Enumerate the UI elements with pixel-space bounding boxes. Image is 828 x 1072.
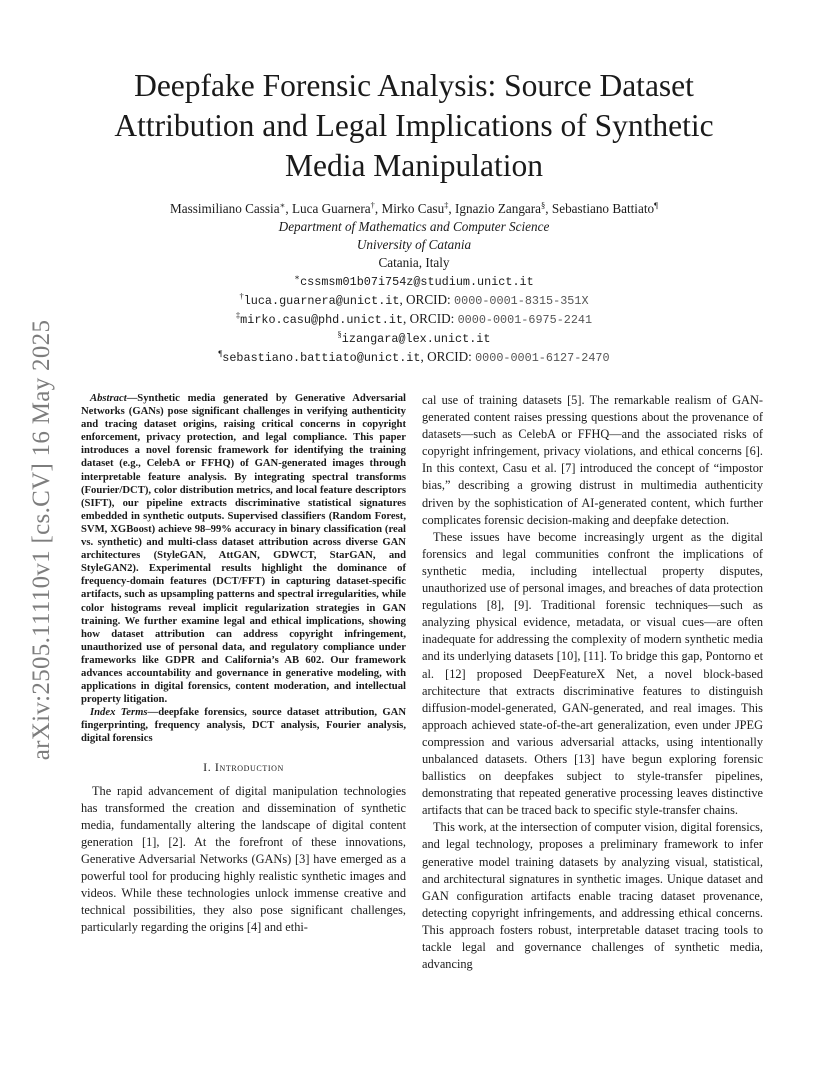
orcid-link[interactable]: 0000-0001-8315-351X [454,294,589,308]
orcid-link[interactable]: 0000-0001-6127-2470 [475,351,610,365]
affiliation-mark: ∗ [294,272,301,282]
affiliation-mark: § [337,329,342,339]
orcid-label: , ORCID: [399,292,455,307]
email-link[interactable]: izangara@lex.unict.it [341,332,491,346]
arxiv-identifier: arXiv:2505.11110v1 [cs.CV] 16 May 2025 [28,319,55,761]
title-line: Deepfake Forensic Analysis: Source Dataset [134,68,694,103]
intro-paragraph: This work, at the intersection of computer vision, digital forensics, and legal technology, proposes a preliminary framework to infer generative model training datasets by analyzing visual, statistical, and architectural signatures in synthetic images. Unique dataset and GAN configuration artifacts enable tracing dataset provenance, detecting copyright infringements, and addressing ethical concerns. This approach fosters robust, interpretable dataset tracing tools to tackle legal and governance challenges of synthetic media, advancing [422,820,763,972]
index-terms [81,706,406,745]
arxiv-sidebar [22,250,62,830]
author-names: Massimiliano Cassia∗, Luca Guarnera†, Mirko Casu‡, Ignazio Zangara§, Sebastiano Battiato¶ [170,200,658,216]
affiliation-mark: ¶ [218,348,223,358]
email-link[interactable]: luca.guarnera@unict.it [243,294,400,308]
location: Catania, Italy [378,255,450,270]
intro-paragraph: The rapid advancement of digital manipulation technologies has transformed the creation and dissemination of synthetic media, fundamentally altering the landscape of digital content generation [1], [2]. At the forefront of these innovations, Generative Adversarial Networks (GANs) [3] have emerged as a powerful tool for producing highly realistic synthetic images and videos. While these technologies unlock immense creative and technical possibilities, they also pose significant challenges, particularly regarding the origins [4] and ethi- [81,783,406,935]
orcid-label: , ORCID: [402,311,458,326]
paper-title [80,66,748,186]
email-line [60,329,768,348]
index-terms-text: —deepfake forensics, source dataset attribution, GAN fingerprinting, frequency analysis, DCT analysis, Fourier analysis, digital forensics [81,707,407,745]
email-line [60,310,768,329]
abstract-text: —Synthetic media generated by Generative Adversarial Networks (GANs) pose significant challenges in verifying authenticity and tracing dataset origins, raising critical concerns in copyright enforcement, privacy protection, and legal compliance. This paper introduces a novel forensic framework for identifying the training dataset (e.g., CelebA or FFHQ) of GAN-generated images through interpretable feature analysis. By integrating spectral transforms (Fourier/DCT), color distribution metrics, and local feature descriptors (SIFT), our pipeline extracts discriminative statistical signatures embedded in synthetic outputs. Supervised classifiers (Random Forest, SVM, XGBoost) achieve 98–99% accuracy in binary classification (real vs. synthetic) and multi-class dataset attribution across diverse GAN architectures (StyleGAN, AttGAN, GDWCT, StarGAN, and StyleGAN2). Experimental results highlight the dominance of frequency-domain features (DCT/FFT) in capturing dataset-specific artifacts, such as upsampling patterns and spectral irregularities, while color histograms reveal implicit regularization strategies in GAN training. We further examine legal and ethical implications, showing how dataset attribution can address copyright infringement, unauthorized use of personal data, and regulatory compliance under frameworks like GDPR and California’s AB 602. Our framework advances accountability and governance in generative modeling, with applications in digital forensics, content moderation, and intellectual property litigation. [81,393,406,706]
orcid-link[interactable]: 0000-0001-6975-2241 [457,313,593,327]
left-column [81,392,406,936]
title-line: Attribution and Legal Implications of Synthetic [114,108,714,143]
department: Department of Mathematics and Computer Science [278,219,550,234]
author-name: Massimiliano Cassia [170,201,280,216]
section-title: Introduction [214,759,284,774]
right-column [422,392,763,973]
email-line [60,291,768,310]
abstract [81,392,406,706]
author-name: Ignazio Zangara [455,201,542,216]
title-line: Media Manipulation [284,148,544,183]
email-line [60,348,768,367]
affiliation-mark: † [370,200,375,210]
email-link[interactable]: sebastiano.battiato@unict.it [222,351,421,365]
index-terms-lead: Index Terms [90,707,148,719]
affiliation-mark: ∗ [279,200,286,210]
section-number: I. [203,759,215,774]
affiliation-mark: ‡ [235,310,241,320]
author-block [60,200,768,367]
email-line [60,272,768,291]
affiliation-mark: † [239,291,244,301]
university: University of Catania [356,237,472,252]
email-link[interactable]: mirko.casu@phd.unict.it [240,313,403,327]
affiliation-mark: ‡ [444,200,449,210]
abstract-lead: Abstract [90,393,127,404]
intro-paragraph: These issues have become increasingly urgent as the digital forensics and legal communities confront the implications of synthetic media, including intellectual property disputes, unauthorized use of personal images, and breaches of data protection regulations [8], [9]. Traditional forensic techniques—such as analyzing physical evidence, metadata, or visual cues—are often inadequate for addressing the complexity of modern synthetic media and its underlying datasets [10], [11]. To bridge this gap, Pontorno et al. [12] proposed DeepFeatureX Net, a novel block-based architecture that extracts discriminative features to distinguish diffusion-model-generated, GAN-generated, and real images. This approach achieved state-of-the-art generalization, even under JPEG compression and various adversarial attacks, using intentionally unbalanced datasets. Others [13] have begun exploring forensic ballistics on deepfakes subject to style-transfer pipelines, demonstrating that repeated generative processing leaves distinctive artifacts that can be traced back to specific style-transfer chains. [422,529,763,818]
email-link[interactable]: cssmsm01b07i754z@studium.unict.it [300,275,534,289]
section-heading [81,760,406,775]
intro-paragraph-continued: cal use of training datasets [5]. The remarkable realism of GAN-generated content raises pressing questions about the provenance of datasets—such as CelebA or FFHQ—and the associated risks of copyright infringement, privacy violations, and ethical concerns [6]. In this context, Casu et al. [7] introduced the concept of “impostor bias,” describing a growing distrust in multimedia authenticity driven by the sophistication of AI-generated content, which further complicates forensic decision-making and deepfake detection. [422,393,763,527]
author-name: Luca Guarnera [291,201,371,216]
affiliation-mark: § [541,200,546,210]
orcid-label: , ORCID: [420,349,476,364]
affiliation-mark: ¶ [654,200,658,210]
author-name: Sebastiano Battiato [551,201,655,216]
author-name: Mirko Casu [381,201,445,216]
